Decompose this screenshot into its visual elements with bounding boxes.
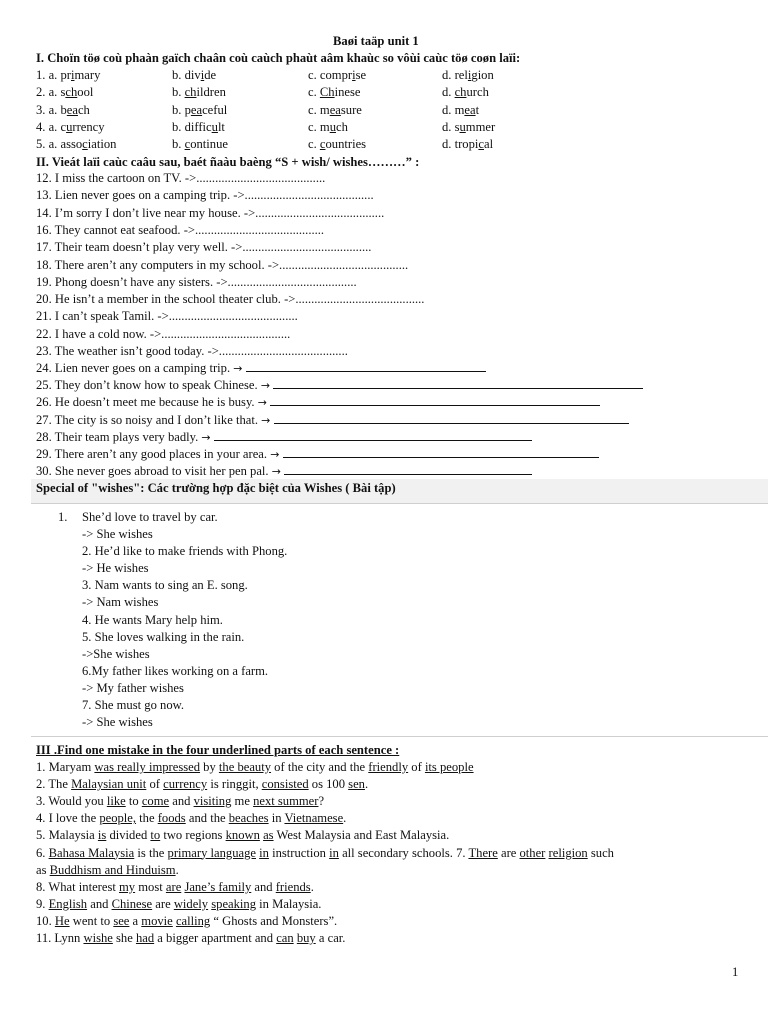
- underlined-part: sen: [348, 777, 365, 792]
- option-text: iation: [87, 137, 117, 152]
- option-c: [308, 67, 366, 83]
- answer-line: [283, 446, 599, 458]
- option-c: [308, 84, 360, 100]
- option-b: [172, 84, 226, 100]
- mistake-sentence: [36, 930, 345, 946]
- option-d: [442, 67, 494, 83]
- underlined-part: my: [119, 879, 136, 894]
- option-text: ountries: [325, 137, 367, 152]
- underlined-part: see: [113, 913, 130, 928]
- option-text: 5. a. asso: [36, 137, 83, 152]
- underlined-part: speaking: [211, 896, 257, 911]
- option-text: ch: [335, 119, 348, 134]
- option-text: ch: [77, 102, 90, 117]
- mistake-sentence: [36, 793, 324, 809]
- option-c: [308, 119, 348, 135]
- option-d: [442, 119, 495, 135]
- option-text: gion: [471, 68, 494, 82]
- underlined-part: to: [150, 828, 161, 843]
- rewrite-item: [36, 377, 643, 394]
- option-b: [172, 102, 227, 118]
- arrow-icon: →: [271, 465, 281, 479]
- underlined-sound: i: [70, 68, 75, 82]
- option-text: c. m: [308, 102, 330, 117]
- arrow-icon: →: [260, 379, 271, 393]
- sentence-text: all secondary schools. 7.: [338, 845, 469, 860]
- sentence-text: is the: [134, 845, 168, 860]
- underlined-part: Jane’s family: [184, 879, 252, 894]
- sentence-text: ?: [318, 794, 325, 809]
- section-2-heading: II. Vieát laïi caùc caâu sau, baét ñaàu baèng “S + wish/ wishes………” :: [36, 155, 420, 169]
- sentence-text: .: [364, 777, 369, 792]
- section-3-heading: III .Find one mistake in the four underlined parts of each sentence :: [36, 743, 400, 757]
- special-line: 7. She must go now.: [82, 698, 185, 712]
- underlined-sound: i: [352, 68, 356, 82]
- special-line: -> Nam wishes: [82, 595, 159, 610]
- option-a: [36, 67, 100, 83]
- special-heading: Special of "wishes": Các trường hợp đặc biệt của Wishes ( Bài tập): [36, 481, 396, 495]
- underlined-part: beaches: [228, 811, 269, 826]
- sentence-text: me: [231, 794, 254, 809]
- option-text: al: [483, 137, 494, 152]
- underlined-part: Chinese: [111, 896, 153, 911]
- option-text: 4. a. c: [36, 119, 67, 134]
- underlined-part: Buddhism and Hinduism: [49, 862, 176, 877]
- rewrite-item: [36, 394, 600, 411]
- special-line: 2. He’d like to make friends with Phong.: [82, 544, 288, 559]
- underlined-part: religion: [548, 845, 588, 860]
- item-text: 26. He doesn’t meet me because he is busy.: [36, 395, 258, 410]
- option-text: b.: [172, 85, 185, 100]
- underlined-part: had: [135, 931, 155, 945]
- mistake-sentence: [36, 759, 474, 775]
- underlined-part: consisted: [261, 777, 309, 792]
- sentence-text: of: [408, 760, 425, 774]
- sentence-text: and: [251, 879, 276, 894]
- sentence-text: are: [152, 896, 174, 911]
- underlined-part: was really impressed: [94, 760, 201, 774]
- option-text: d. tropi: [442, 137, 479, 152]
- item-text: 25. They don’t know how to speak Chinese.: [36, 378, 261, 393]
- mistake-sentence: [36, 862, 179, 878]
- option-text: 1. a. pr: [36, 68, 71, 82]
- underlined-sound: u: [329, 119, 336, 134]
- answer-line: [284, 463, 532, 475]
- sentence-text: a bigger apartment and: [154, 931, 277, 945]
- option-text: d. s: [442, 119, 460, 134]
- sentence-text: she: [112, 931, 136, 945]
- option-text: ool: [77, 85, 94, 100]
- underlined-sound: u: [459, 119, 466, 134]
- underlined-part: can: [276, 931, 294, 945]
- underlined-part: like: [106, 794, 126, 809]
- rewrite-item: [36, 446, 599, 463]
- option-a: [36, 119, 105, 135]
- sentence-text: to: [125, 794, 142, 809]
- sentence-text: .: [310, 879, 314, 894]
- special-line: ->She wishes: [82, 646, 150, 661]
- sentence-text: are: [497, 845, 520, 860]
- rewrite-item: 14. I’m sorry I don’t live near my house. ->.........................................: [36, 205, 385, 220]
- special-item-text: She’d love to travel by car.: [82, 510, 218, 524]
- special-line: 6.My father likes working on a farm.: [82, 663, 269, 678]
- underlined-part: Malaysian unit: [71, 777, 147, 792]
- sentence-text: 1. Maryam: [36, 760, 95, 774]
- underlined-part: known: [225, 828, 260, 843]
- arrow-icon: →: [233, 362, 243, 375]
- sentence-text: and: [169, 794, 194, 809]
- sentence-text: 10.: [36, 913, 55, 928]
- option-a: [36, 102, 90, 118]
- sentence-text: divided: [106, 828, 151, 843]
- sentence-text: of the city and the: [271, 760, 369, 774]
- special-line: -> She wishes: [82, 715, 153, 730]
- sentence-text: a car.: [315, 931, 346, 945]
- arrow-icon: →: [261, 413, 271, 427]
- special-line: -> She wishes: [82, 527, 153, 541]
- option-text: d. m: [442, 102, 465, 117]
- sentence-text: and: [87, 896, 112, 911]
- underlined-part: are: [165, 879, 182, 894]
- underlined-part: Bahasa Malaysia: [48, 845, 135, 860]
- option-text: urch: [466, 85, 489, 100]
- answer-line: [270, 394, 600, 406]
- worksheet-title: Baøi taäp unit 1: [333, 34, 419, 48]
- sentence-text: and the: [185, 811, 229, 826]
- option-text: mary: [74, 68, 101, 82]
- option-text: b. diffic: [172, 119, 212, 134]
- underlined-part: visiting: [193, 794, 232, 809]
- underlined-part: in: [329, 845, 339, 860]
- sentence-text: .: [343, 811, 347, 826]
- rewrite-item: [36, 429, 532, 446]
- mistake-sentence: [36, 845, 614, 861]
- rewrite-item: 13. Lien never goes on a camping trip. ->.........................................: [36, 188, 374, 203]
- option-text: d. rel: [442, 68, 468, 82]
- option-a: [36, 84, 93, 100]
- rewrite-item: 17. Their team doesn’t play very well. ->.........................................: [36, 240, 372, 255]
- option-text: 3. a. b: [36, 102, 67, 117]
- item-text: 30. She never goes abroad to visit her pen pal.: [36, 464, 272, 479]
- sentence-text: most: [135, 879, 166, 894]
- mistake-sentence: [36, 879, 314, 895]
- underlined-part: the beauty: [218, 760, 272, 774]
- answer-line: [273, 377, 643, 389]
- underlined-part: widely: [173, 896, 209, 911]
- underlined-part: its people: [424, 760, 474, 774]
- option-text: inese: [334, 85, 361, 100]
- underlined-part: calling: [175, 913, 211, 928]
- underlined-sound: ch: [184, 85, 197, 100]
- option-text: rrency: [72, 119, 105, 134]
- underlined-part: people,: [99, 811, 137, 826]
- sentence-text: is ringgit,: [207, 777, 262, 792]
- underlined-sound: c: [82, 137, 88, 152]
- sentence-text: two regions: [160, 828, 226, 843]
- sentence-text: as: [36, 862, 50, 877]
- sentence-text: .: [175, 862, 179, 877]
- sentence-text: 3. Would you: [36, 794, 107, 809]
- underlined-part: come: [141, 794, 170, 809]
- underlined-part: foods: [157, 811, 186, 826]
- option-text: ceful: [202, 102, 228, 117]
- rewrite-item: 22. I have a cold now. ->.........................................: [36, 326, 291, 341]
- option-text: lt: [217, 119, 225, 134]
- mistake-sentence: [36, 810, 346, 826]
- option-text: b. div: [172, 68, 201, 82]
- rewrite-item: 12. I miss the cartoon on TV. ->.........................................: [36, 171, 326, 185]
- option-text: ontinue: [190, 137, 228, 152]
- sentence-text: 9.: [36, 896, 49, 911]
- option-text: de: [204, 68, 217, 82]
- option-text: b. p: [172, 102, 191, 117]
- underlined-part: Vietnamese: [284, 811, 344, 826]
- option-text: ildren: [196, 85, 226, 100]
- special-line: 3. Nam wants to sing an E. song.: [82, 578, 248, 593]
- option-text: c. m: [308, 119, 330, 134]
- item-text: 27. The city is so noisy and I don’t like that.: [36, 412, 262, 427]
- underlined-sound: c: [478, 137, 484, 152]
- option-b: [172, 136, 228, 152]
- sentence-text: 11. Lynn: [36, 931, 84, 945]
- mistake-sentence: [36, 896, 321, 912]
- rewrite-item: [36, 412, 629, 429]
- item-text: 29. There aren’t any good places in your area.: [36, 447, 271, 461]
- answer-line: [274, 412, 629, 424]
- underlined-part: He: [54, 913, 70, 928]
- sentence-text: 4. I love the: [36, 811, 100, 826]
- option-text: c. compr: [308, 68, 353, 82]
- underlined-sound: ea: [66, 102, 78, 117]
- section-1-heading: I. Choïn töø coù phaàn gaïch chaân coù caùch phaùt aâm khaùc so vôùi caùc töø coøn laïi:: [36, 51, 521, 65]
- underlined-sound: ea: [190, 102, 203, 117]
- special-item-number: 1.: [58, 510, 68, 524]
- sentence-text: such: [587, 845, 614, 860]
- arrow-icon: →: [270, 448, 280, 461]
- option-a: [36, 136, 116, 152]
- sentence-text: 2. The: [36, 777, 72, 792]
- special-line: 4. He wants Mary help him.: [82, 612, 223, 627]
- underlined-sound: ch: [65, 85, 78, 100]
- underlined-part: movie: [141, 913, 173, 928]
- option-text: se: [355, 68, 367, 82]
- option-c: [308, 136, 366, 152]
- answer-line: [246, 360, 486, 372]
- underlined-part: buy: [296, 931, 316, 945]
- rewrite-item: 19. Phong doesn’t have any sisters. ->.........................................: [36, 274, 357, 289]
- underlined-sound: c: [184, 137, 191, 152]
- underlined-sound: i: [467, 68, 472, 82]
- option-text: t: [475, 102, 480, 117]
- special-line: -> My father wishes: [82, 680, 184, 695]
- item-text: 28. Their team plays very badly.: [36, 429, 202, 444]
- option-b: [172, 119, 225, 135]
- mistake-sentence: [36, 827, 449, 843]
- item-text: 24. Lien never goes on a camping trip.: [36, 361, 234, 375]
- underlined-sound: u: [211, 119, 218, 134]
- rewrite-item: 20. He isn’t a member in the school theater club. ->.........................................: [36, 292, 425, 307]
- arrow-icon: →: [201, 430, 211, 444]
- option-d: [442, 84, 489, 100]
- underlined-sound: ea: [329, 102, 341, 117]
- rewrite-item: 16. They cannot eat seafood. ->.........................................: [36, 222, 325, 237]
- sentence-text: of: [146, 777, 164, 792]
- sentence-text: instruction: [268, 845, 330, 860]
- sentence-text: “ Ghosts and Monsters”.: [210, 913, 338, 928]
- option-text: d.: [442, 85, 455, 100]
- special-line: -> He wishes: [82, 561, 149, 576]
- option-text: 2. a. s: [36, 85, 66, 100]
- underlined-part: currency: [163, 777, 208, 792]
- underlined-sound: ea: [464, 102, 476, 117]
- option-c: [308, 102, 362, 118]
- divider: [31, 736, 768, 737]
- sentence-text: in Malaysia.: [256, 896, 322, 911]
- underlined-part: friendly: [368, 760, 409, 774]
- underlined-part: friends: [275, 879, 311, 894]
- underlined-part: English: [48, 896, 88, 911]
- divider: [31, 503, 768, 504]
- sentence-text: 8. What interest: [36, 879, 120, 894]
- sentence-text: went to: [69, 913, 114, 928]
- option-b: [172, 67, 216, 83]
- option-text: mmer: [465, 119, 496, 134]
- mistake-sentence: [36, 913, 337, 929]
- rewrite-item: 18. There aren’t any computers in my school. ->.........................................: [36, 257, 409, 272]
- underlined-sound: i: [200, 68, 205, 82]
- special-line: 5. She loves walking in the rain.: [82, 629, 245, 644]
- arrow-icon: →: [257, 396, 267, 410]
- underlined-sound: ch: [454, 85, 467, 100]
- rewrite-item: 21. I can’t speak Tamil. ->.........................................: [36, 309, 298, 324]
- option-text: c.: [308, 137, 320, 152]
- mistake-sentence: [36, 776, 368, 792]
- underlined-sound: c: [319, 137, 326, 152]
- page-number: 1: [732, 965, 739, 979]
- sentence-text: in: [268, 811, 285, 826]
- sentence-text: 5. Malaysia: [36, 828, 98, 843]
- sentence-text: the: [136, 811, 158, 826]
- option-d: [442, 102, 479, 118]
- option-text: b.: [172, 137, 185, 152]
- underlined-part: other: [519, 845, 546, 860]
- option-text: sure: [340, 102, 362, 117]
- rewrite-item: [36, 463, 532, 480]
- option-text: c.: [308, 85, 320, 100]
- underlined-part: next summer: [253, 794, 319, 809]
- sentence-text: West Malaysia and East Malaysia.: [273, 828, 450, 843]
- rewrite-item: 23. The weather isn’t good today. ->.........................................: [36, 344, 348, 358]
- underlined-part: wishe: [83, 931, 113, 945]
- option-d: [442, 136, 493, 152]
- rewrite-item: [36, 360, 486, 377]
- sentence-text: os 100: [308, 777, 349, 792]
- underlined-part: is: [97, 828, 107, 843]
- sentence-text: a: [129, 913, 142, 928]
- underlined-sound: u: [66, 119, 73, 134]
- underlined-part: There: [468, 845, 498, 860]
- underlined-part: as: [263, 828, 274, 843]
- sentence-text: 6.: [36, 845, 49, 860]
- answer-line: [214, 429, 532, 441]
- underlined-part: primary language: [167, 845, 256, 860]
- underlined-part: in: [259, 845, 269, 860]
- sentence-text: by: [200, 760, 219, 774]
- underlined-sound: Ch: [319, 85, 335, 100]
